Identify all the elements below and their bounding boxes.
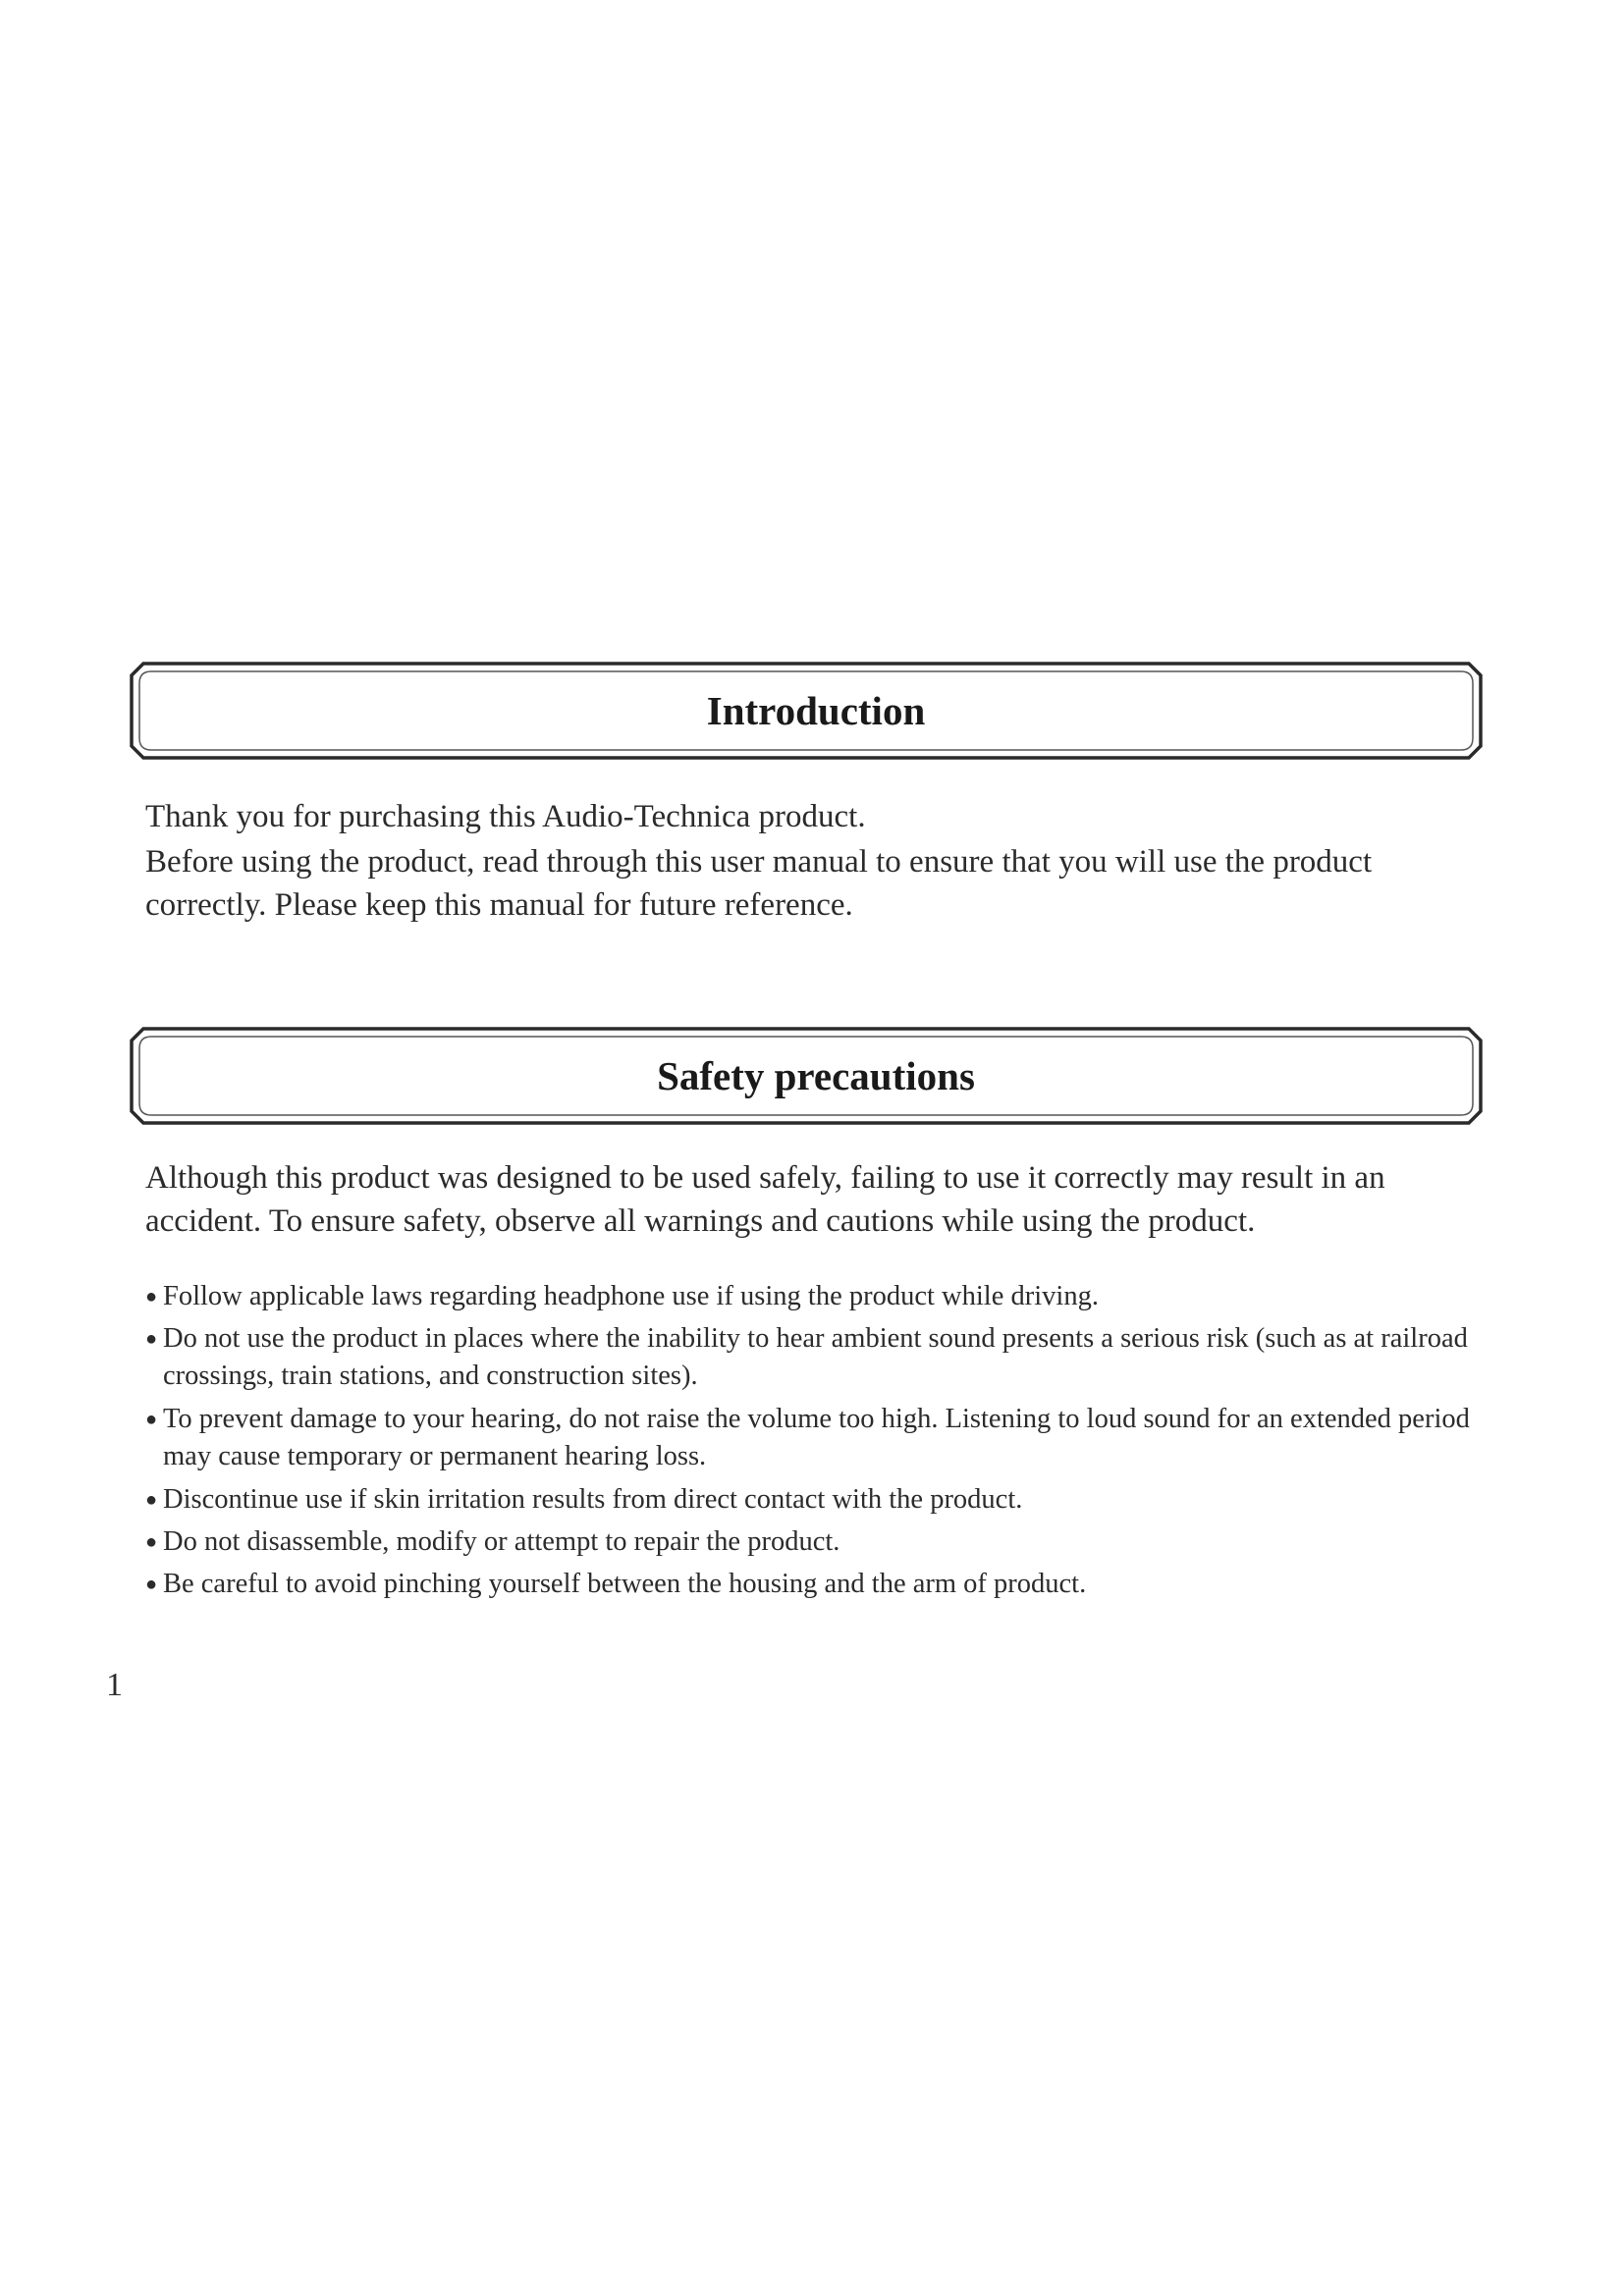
safety-intro-text <box>145 1156 1500 1243</box>
list-item <box>145 1401 1510 1475</box>
bullet-dot-icon: ● <box>145 1489 158 1511</box>
bullet-dot-icon: ● <box>145 1286 158 1308</box>
introduction-heading: Introduction <box>706 688 926 733</box>
bullet-dot-icon: ● <box>145 1574 158 1595</box>
list-item <box>145 1523 1510 1561</box>
bullet-dot-icon: ● <box>145 1531 158 1553</box>
bullet-text: Do not disassemble, modify or attempt to repair the product. <box>163 1526 840 1557</box>
bullet-text: Discontinue use if skin irritation results from direct contact with the product. <box>163 1484 1023 1515</box>
introduction-heading-box <box>130 662 1483 760</box>
bullet-text: Do not use the product in places where the inability to hear ambient sound presents a serious risk (such as at railroad crossings, train stations, and construction sites). <box>163 1323 1468 1391</box>
list-item <box>145 1320 1510 1395</box>
introduction-line-2: Before using the product, read through this user manual to ensure that you will use the product correctly. Please keep this manual for future reference. <box>145 844 1373 923</box>
bullet-text: Be careful to avoid pinching yourself between the housing and the arm of product. <box>163 1569 1087 1599</box>
bullet-text: To prevent damage to your hearing, do not raise the volume too high. Listening to loud sound for an extended period may cause temporary or permanent hearing loss. <box>163 1404 1470 1471</box>
bullet-text: Follow applicable laws regarding headphone use if using the product while driving. <box>163 1281 1099 1311</box>
page-number: 1 <box>106 1667 123 1703</box>
safety-heading-box <box>130 1027 1483 1125</box>
list-item <box>145 1278 1510 1315</box>
safety-bullet-list <box>145 1278 1510 1608</box>
introduction-line-1: Thank you for purchasing this Audio-Technica product. <box>145 799 866 834</box>
list-item <box>145 1481 1510 1519</box>
bullet-dot-icon: ● <box>145 1328 158 1350</box>
introduction-text <box>145 795 1500 927</box>
list-item <box>145 1566 1510 1603</box>
safety-intro: Although this product was designed to be used safely, failing to use it correctly may result in an accident. To ensure safety, observe all warnings and cautions while using the product. <box>145 1160 1385 1239</box>
safety-heading: Safety precautions <box>657 1053 975 1098</box>
bullet-dot-icon: ● <box>145 1409 158 1430</box>
